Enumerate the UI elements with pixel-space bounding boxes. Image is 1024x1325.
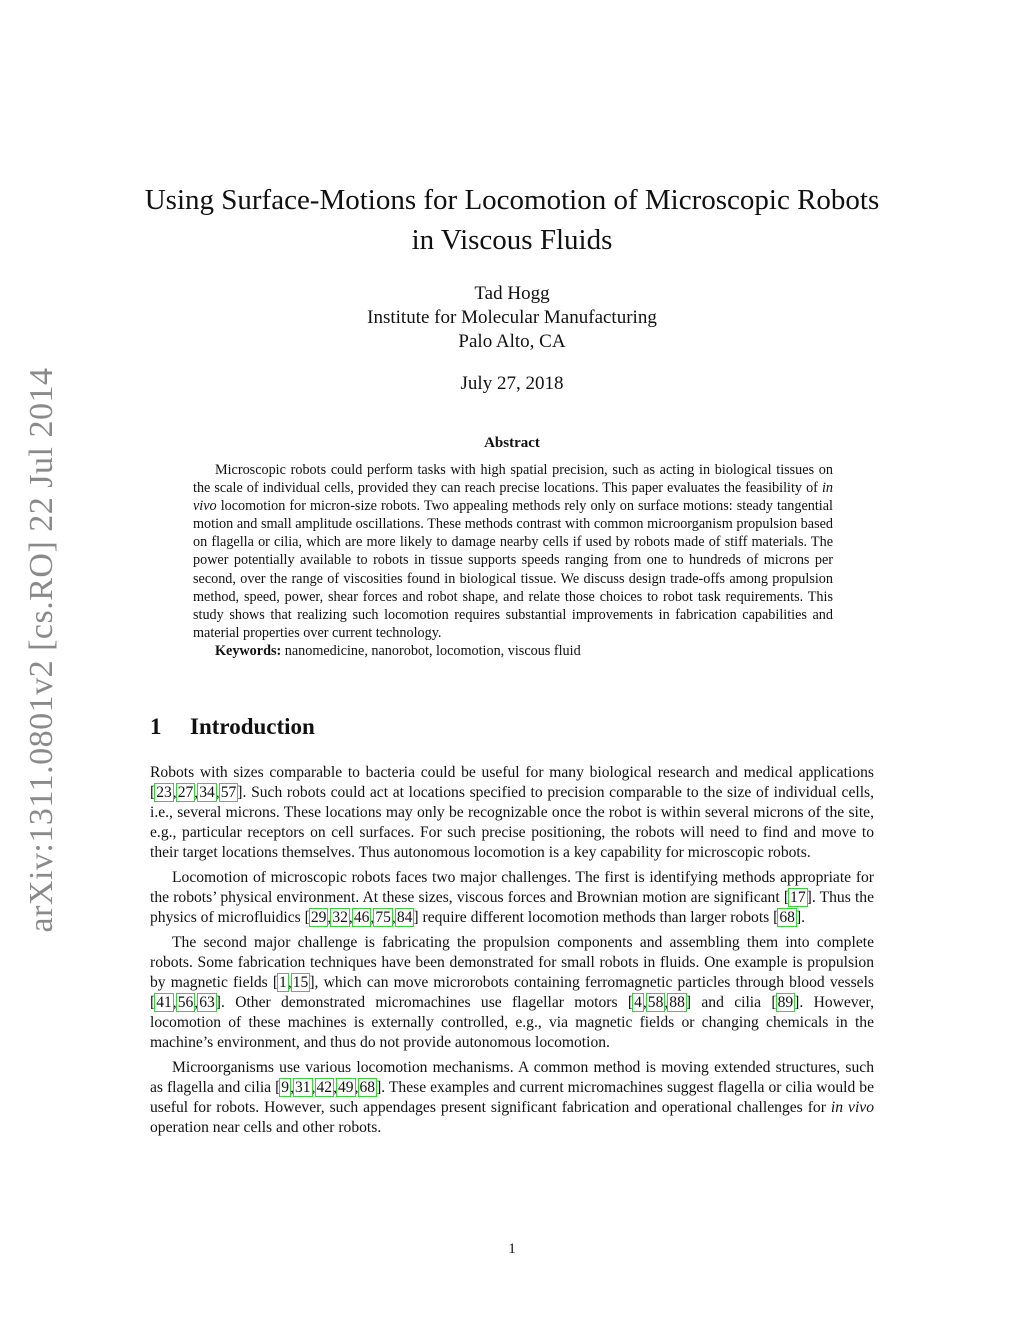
abstract-paragraph (193, 461, 833, 642)
author-name: Tad Hogg (474, 283, 550, 304)
abstract-text: Microscopic robots could perform tasks with high spatial precision, such as acting in biological tissues on the scale of individual cells, provided they can reach precise locations. This paper evaluates the feasibility of (193, 462, 833, 497)
citation-group: [41,56,63] (150, 994, 221, 1011)
citation-link[interactable]: 75 (375, 909, 391, 926)
section-number: 1 (150, 714, 162, 739)
body-paragraph-3 (150, 933, 874, 1053)
body-text: . Such robots could act at locations specified to precision comparable to the size of individual cells, i.e., several microns. These locations may only be recognizable once the robot is within several microns of the site, e.g., particular receptors on cell surfaces. For such precise positioning, the robots will need to find and move to their target locations themselves. Thus autonomous locomotion is a key capability for microscopic robots. (150, 784, 874, 861)
body-text: . Thus the physics of microfluidics (150, 889, 874, 926)
abstract-text-continued: locomotion for micron-size robots. Two appealing methods rely only on surface motions: steady tangential motion and small amplitude oscillations. These methods contrast with common microorganism propulsion based on flagella or cilia, which are more likely to damage nearby cells if used by robots made of stiff materials. The power potentially available to robots in tissue supports speeds ranging from one to hundreds of microns per second, over the range of viscosities found in biological tissue. We discuss design trade-offs among propulsion method, speed, power, shear forces and robot shape, and relate those choices to robot task requirements. This study shows that realizing such locomotion requires substantial improvements in fabrication capabilities and material properties over current technology. (193, 498, 833, 641)
citation-group: [23,27,34,57] (150, 784, 243, 801)
citation-link[interactable]: 27 (177, 784, 194, 801)
section-title: Introduction (190, 714, 315, 739)
citation-link[interactable]: 56 (177, 994, 194, 1011)
citation-link[interactable]: 41 (156, 994, 172, 1011)
citation-link[interactable]: 9 (281, 1079, 290, 1096)
keywords-label: Keywords: (215, 642, 282, 659)
citation-link[interactable]: 15 (292, 974, 309, 991)
citation-group: [1,15] (272, 974, 315, 991)
citation-link[interactable]: 88 (669, 994, 685, 1011)
body-emphasis: in vivo (830, 1099, 875, 1116)
citation-group: [29,32,46,75,84] (304, 909, 419, 926)
citation-link[interactable]: 49 (338, 1079, 354, 1096)
citation-group: [68] (773, 909, 802, 926)
citation-link[interactable]: 31 (295, 1079, 311, 1096)
body-text: . These examples and current micromachines suggest flagella or cilia would be useful for robots. However, such appendages present significant fabrication and operational challenges for (150, 1079, 874, 1116)
author-location: Palo Alto, CA (458, 331, 566, 352)
body-paragraph-2 (150, 868, 874, 928)
paper-title-line-2: in Viscous Fluids (411, 224, 613, 256)
body-text: , which can move microrobots containing ferromagnetic particles through blood vessels (314, 974, 874, 991)
citation-link[interactable]: 68 (359, 1079, 376, 1096)
citation-link[interactable]: 68 (779, 909, 795, 926)
body-paragraph-1 (150, 763, 874, 863)
author-block (0, 282, 1024, 354)
citation-link[interactable]: 89 (777, 994, 794, 1011)
citation-group: [4,58,88] (627, 994, 692, 1011)
citation-link[interactable]: 57 (220, 784, 237, 801)
paper-title (0, 180, 1024, 260)
citation-link[interactable]: 42 (316, 1079, 333, 1096)
citation-link[interactable]: 29 (310, 909, 327, 926)
body-text: The second major challenge is fabricating the propulsion components and assembling them into complete robots. Some fabrication techniques have been demonstrated for small robots in fluids. One example is propulsion by magnetic fields (150, 934, 874, 991)
citation-link[interactable]: 58 (647, 994, 664, 1011)
body-paragraph-4 (150, 1058, 874, 1138)
citation-link[interactable]: 34 (199, 784, 215, 801)
citation-link[interactable]: 17 (790, 889, 806, 906)
citation-link[interactable]: 63 (199, 994, 215, 1011)
citation-link[interactable]: 84 (396, 909, 413, 926)
section-heading-introduction (150, 714, 315, 740)
citation-link[interactable]: 1 (279, 974, 287, 991)
body-text: require different locomotion methods than larger robots (418, 909, 774, 926)
keywords-line (193, 642, 833, 660)
citation-group: [89] (771, 994, 800, 1011)
body-text: . However, locomotion of these machines is externally controlled, e.g., via magnetic fields or changing chemicals in the machine’s environment, and thus do not provide autonomous locomotion. (150, 994, 874, 1051)
citation-group: [17] (783, 889, 812, 906)
paper-date: July 27, 2018 (460, 373, 564, 394)
citation-group: [9,31,42,49,68] (275, 1079, 382, 1096)
citation-link[interactable]: 46 (353, 909, 370, 926)
abstract-body (193, 461, 833, 660)
paper-title-line-1: Using Surface-Motions for Locomotion of Microscopic Robots (144, 184, 880, 216)
citation-link[interactable]: 4 (634, 994, 642, 1011)
body-text: Locomotion of microscopic robots faces two major challenges. The first is identifying methods appropriate for the robots’ physical environment. At these sizes, viscous forces and Brownian motion are significant (150, 869, 874, 906)
citation-link[interactable]: 23 (156, 784, 172, 801)
body-text: . Other demonstrated micromachines use flagellar motors (221, 994, 628, 1011)
abstract-heading: Abstract (484, 435, 540, 451)
keywords-list: nanomedicine, nanorobot, locomotion, viscous fluid (281, 642, 581, 659)
abstract-emphasis: in vivo (193, 480, 833, 515)
introduction-body (150, 763, 874, 1143)
body-text: Robots with sizes comparable to bacteria could be useful for many biological research and medical applications (150, 764, 874, 781)
arxiv-identifier-text: arXiv:1311.0801v2 [cs.RO] 22 Jul 2014 (23, 367, 60, 933)
author-affiliation: Institute for Molecular Manufacturing (367, 307, 657, 328)
body-text: . (801, 909, 806, 926)
body-text: operation near cells and other robots. (150, 1119, 382, 1136)
body-text: Microorganisms use various locomotion mechanisms. A common method is moving extended structures, such as flagella and cilia (150, 1059, 874, 1096)
citation-link[interactable]: 32 (332, 909, 348, 926)
body-text: and cilia (691, 994, 772, 1011)
page-number: 1 (508, 1241, 516, 1257)
